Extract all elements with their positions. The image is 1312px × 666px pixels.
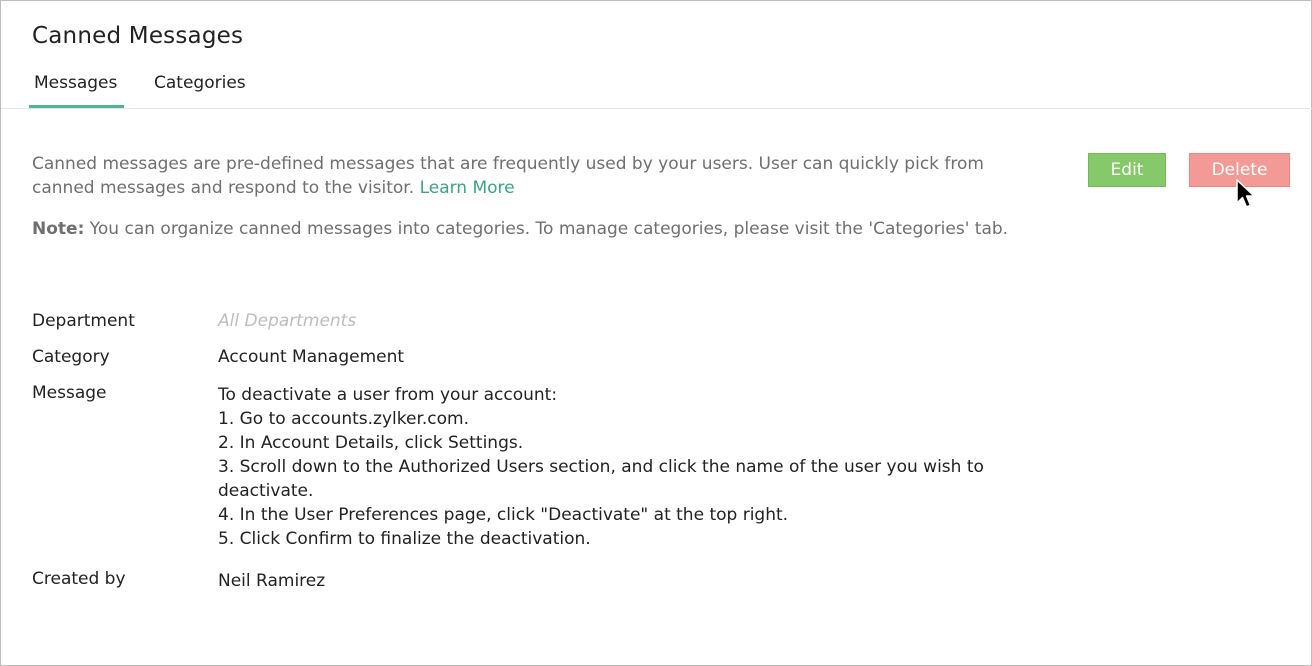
department-value: All Departments bbox=[218, 311, 357, 331]
message-line: To deactivate a user from your account: bbox=[218, 385, 558, 405]
note-label: Note: bbox=[32, 219, 85, 239]
message-value bbox=[218, 383, 1038, 551]
note bbox=[32, 217, 1072, 241]
active-tab-indicator bbox=[29, 105, 124, 108]
description-text: Canned messages are pre-defined messages that are frequently used by your users. User can quickly pick from canned messages and respond to the visitor. bbox=[32, 154, 984, 198]
mouse-pointer-icon bbox=[1235, 179, 1259, 213]
department-label: Department bbox=[32, 311, 135, 331]
message-line: 1. Go to accounts.zylker.com. bbox=[218, 409, 470, 429]
created-by-label: Created by bbox=[32, 569, 126, 589]
message-line: 4. In the User Preferences page, click "Deactivate" at the top right. bbox=[218, 505, 789, 525]
note-text: You can organize canned messages into categories. To manage categories, please visit the 'Categories' tab. bbox=[89, 219, 1009, 239]
message-line: 5. Click Confirm to finalize the deactivation. bbox=[218, 529, 591, 549]
message-label: Message bbox=[32, 383, 107, 403]
description bbox=[32, 152, 1032, 200]
tab-bar bbox=[1, 61, 1312, 109]
delete-button[interactable]: Delete bbox=[1189, 153, 1290, 187]
tab-messages[interactable]: Messages bbox=[34, 73, 118, 93]
page-title: Canned Messages bbox=[32, 23, 244, 49]
category-value: Account Management bbox=[218, 347, 405, 367]
message-line: 3. Scroll down to the Authorized Users section, and click the name of the user you wish to deactivate. bbox=[218, 457, 984, 501]
edit-button[interactable]: Edit bbox=[1088, 153, 1166, 187]
created-by-value: Neil Ramirez bbox=[218, 571, 326, 591]
category-label: Category bbox=[32, 347, 110, 367]
tab-categories[interactable]: Categories bbox=[154, 73, 246, 93]
message-line: 2. In Account Details, click Settings. bbox=[218, 433, 524, 453]
learn-more-link[interactable]: Learn More bbox=[419, 178, 515, 198]
